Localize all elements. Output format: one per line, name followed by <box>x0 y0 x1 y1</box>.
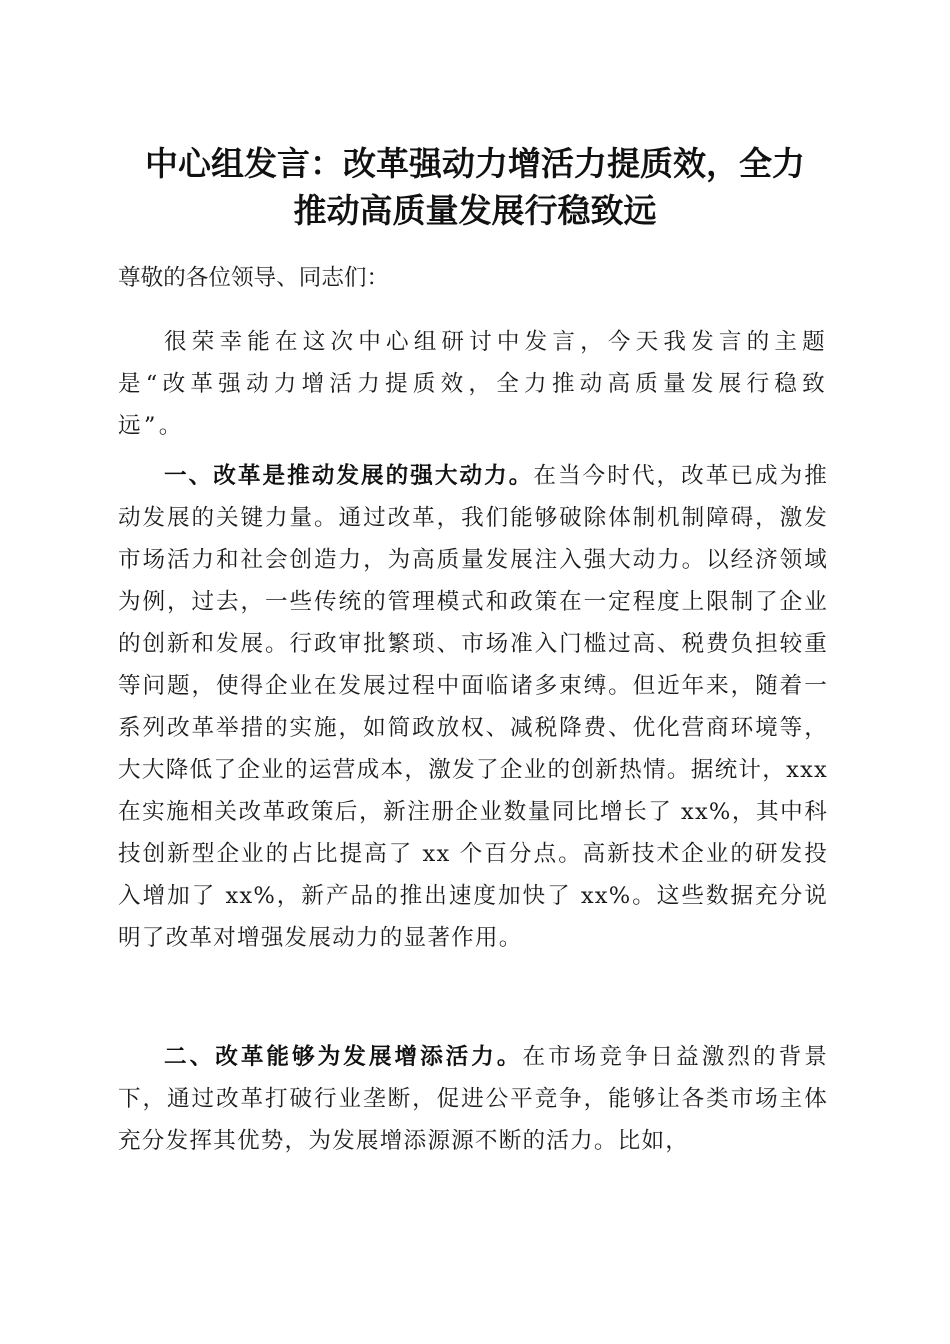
section-2-heading: 二、改革能够为发展增添活力。 <box>164 1044 523 1070</box>
section-1-body: 在当今时代，改革已成为推动发展的关键力量。通过改革，我们能够破除体制机制障碍，激发市场活力和社会创造力，为高质量发展注入强大动力。以经济领域为例，过去，一些传统的管理模式和政策在一定程度上限制了企业的创新和发展。行政审批繁琐、市场准入门槛过高、税费负担较重等问题，使得企业在发展过程中面临诸多束缚。但近年来，随着一系列改革举措的实施，如简政放权、减税降费、优化营商环境等，大大降低了企业的运营成本，激发了企业的创新热情。据统计，xxx 在实施相关改革政策后，新注册企业数量同比增长了 xx%，其中科技创新型企业的占比提高了 xx 个百分点。高新技术企业的研发投入增加了 xx%，新产品的推出速度加快了 xx%。这些数据充分说明了改革对增强发展动力的显著作用。 <box>118 463 829 951</box>
section-1-heading: 一、改革是推动发展的强大动力。 <box>164 463 534 489</box>
salutation: 尊敬的各位领导、同志们： <box>118 265 390 291</box>
intro-paragraph: 很荣幸能在这次中心组研讨中发言，今天我发言的主题是“改革强动力增活力提质效，全力推动高质量发展行稳致远”。 <box>118 329 828 439</box>
document-title-line-2: 推动高质量发展行稳致远 <box>293 191 657 230</box>
section-2-body: 在市场竞争日益激烈的背景下，通过改革打破行业垄断，促进公平竞争，能够让各类市场主体充分发挥其优势，为发展增添源源不断的活力。比如， <box>118 1044 828 1154</box>
section-2-paragraph <box>118 1036 828 1162</box>
section-1-paragraph <box>118 455 828 959</box>
document-title-line-1: 中心组发言：改革强动力增活力提质效，全力 <box>145 144 805 183</box>
